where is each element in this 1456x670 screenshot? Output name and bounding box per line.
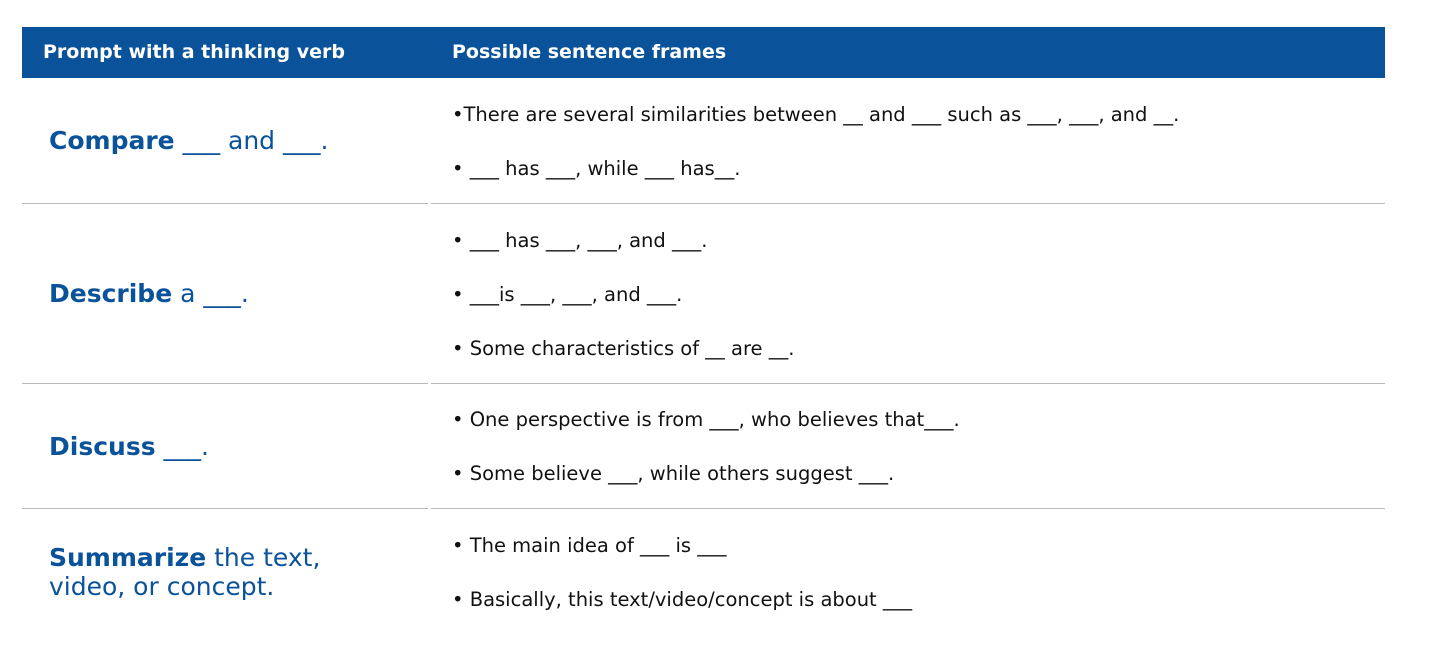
- table-row: [22, 78, 1385, 204]
- prompt-cell: [49, 126, 328, 155]
- table-header: [22, 27, 1385, 78]
- sentence-frame: • The main idea of ___ is ___: [452, 534, 727, 557]
- table-row: [22, 384, 1385, 509]
- header-prompt: Prompt with a thinking verb: [43, 41, 345, 63]
- sentence-frame: • Some characteristics of __ are __.: [452, 337, 795, 360]
- prompt-verb: Compare: [49, 126, 175, 155]
- column-divider: [428, 384, 431, 510]
- column-divider: [428, 78, 431, 205]
- sentence-frame: • One perspective is from ___, who believes that___.: [452, 408, 960, 431]
- prompt-rest: a ___.: [172, 279, 249, 308]
- column-divider: [428, 204, 431, 385]
- sentence-frames-table: [22, 27, 1385, 644]
- header-frames: Possible sentence frames: [452, 41, 727, 63]
- prompt-cell: [49, 543, 379, 601]
- column-divider: [428, 509, 431, 646]
- table-row: [22, 204, 1385, 384]
- prompt-cell: [49, 432, 209, 461]
- sentence-frame: • ___is ___, ___, and ___.: [452, 283, 683, 306]
- prompt-verb: Discuss: [49, 432, 156, 461]
- prompt-rest: the text, video, or concept.: [49, 543, 321, 601]
- prompt-cell: [49, 279, 249, 308]
- prompt-verb: Summarize: [49, 543, 207, 572]
- table-row: [22, 509, 1385, 644]
- prompt-rest: ___.: [155, 432, 209, 461]
- prompt-rest: ___ and ___.: [174, 126, 329, 155]
- prompt-verb: Describe: [49, 279, 173, 308]
- sentence-frame: •There are several similarities between __ and ___ such as ___, ___, and __.: [452, 103, 1180, 126]
- sentence-frame: • ___ has ___, while ___ has__.: [452, 157, 741, 180]
- sentence-frame: • ___ has ___, ___, and ___.: [452, 229, 708, 252]
- sentence-frame: • Basically, this text/video/concept is about ___: [452, 588, 913, 611]
- sentence-frame: • Some believe ___, while others suggest ___.: [452, 462, 895, 485]
